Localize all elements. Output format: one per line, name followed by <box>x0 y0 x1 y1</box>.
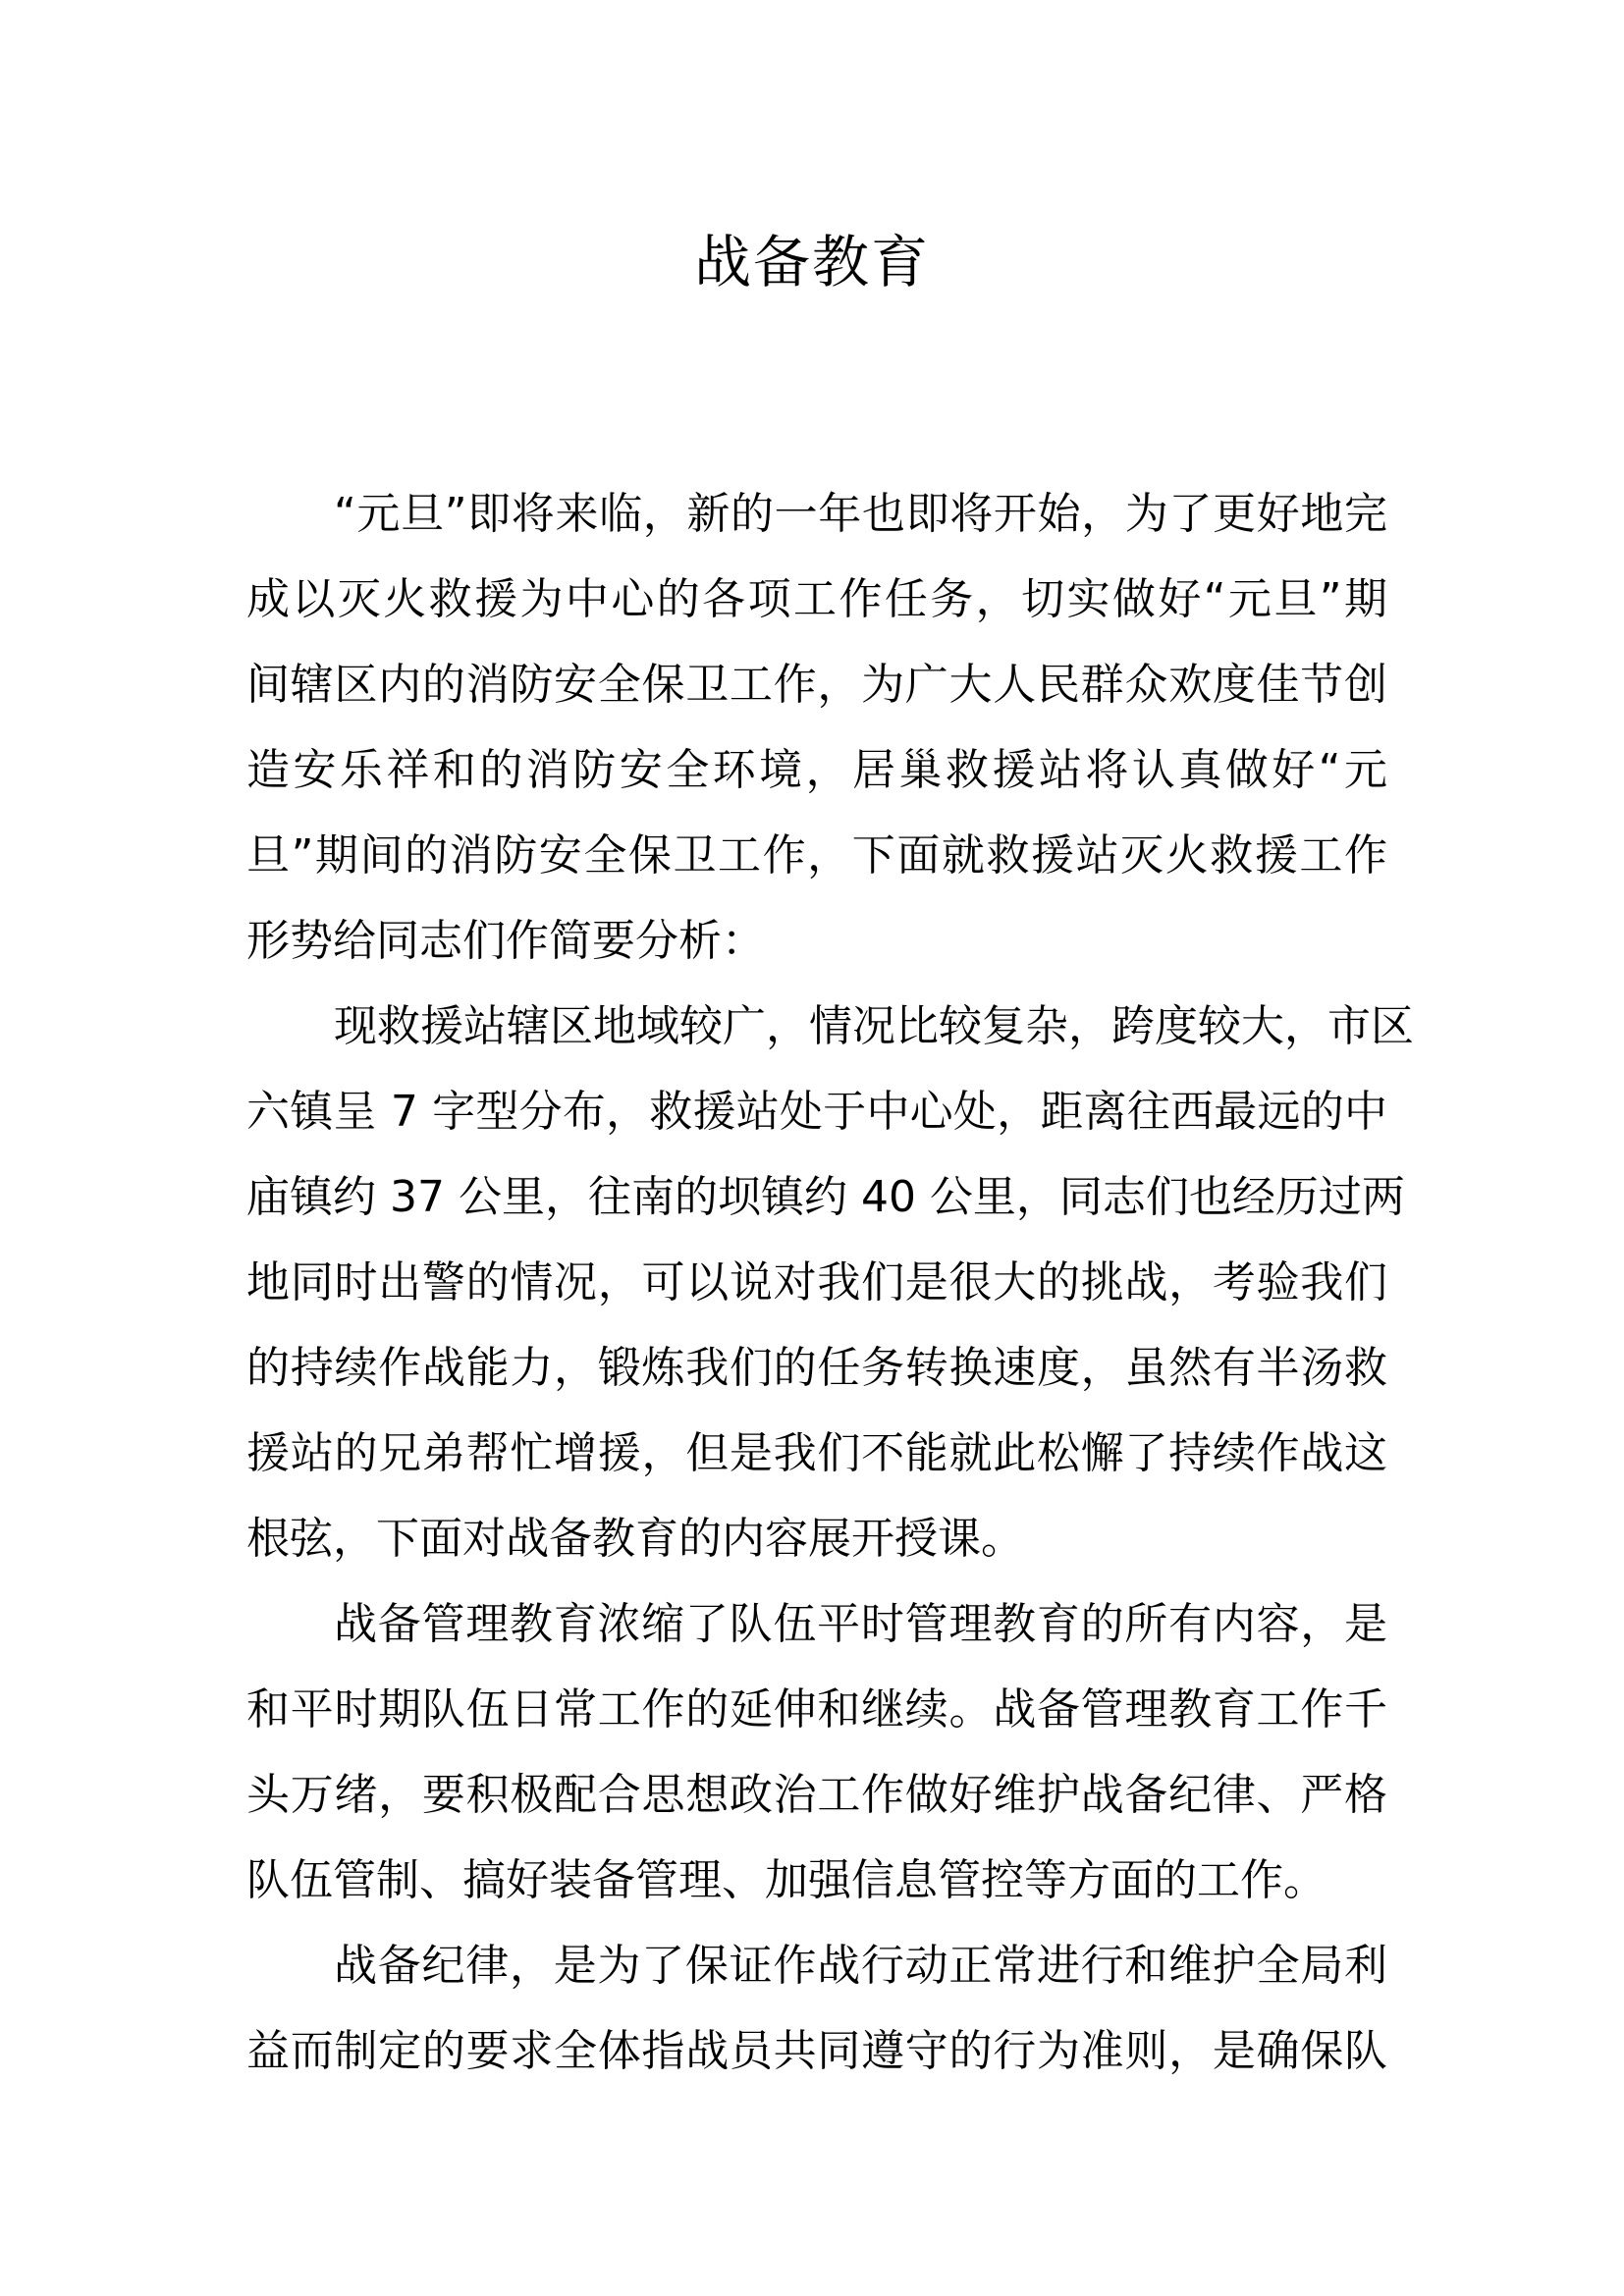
paragraph <box>246 1581 1387 1923</box>
document-title: 战备教育 <box>693 229 930 295</box>
paragraph-line: 庙镇约 37 公里，往南的坝镇约 40 公里，同志们也经历过两 <box>246 1172 1405 1222</box>
paragraph <box>246 984 1414 1581</box>
paragraph-line: 和平时期队伍日常工作的延伸和继续。战备管理教育工作千 <box>246 1684 1387 1735</box>
paragraph-line: 队伍管制、搞好装备管理、加强信息管控等方面的工作。 <box>246 1855 1326 1905</box>
paragraph-line: 旦”期间的消防安全保卫工作，下面就救援站灭火救援工作 <box>246 830 1387 881</box>
paragraph-line: 形势给同志们作简要分析： <box>246 916 765 966</box>
paragraph-line: 六镇呈 7 字型分布，救援站处于中心处，距离往西最远的中 <box>246 1087 1387 1137</box>
document-body <box>246 471 1414 2094</box>
paragraph-line: 根弦，下面对战备教育的内容展开授课。 <box>246 1514 1024 1564</box>
paragraph-line: 间辖区内的消防安全保卫工作，为广大人民群众欢度佳节创 <box>246 660 1387 710</box>
paragraph-line: 现救援站辖区地域较广，情况比较复杂，跨度较大，市区 <box>334 1001 1414 1051</box>
paragraph-line: 益而制定的要求全体指战员共同遵守的行为准则，是确保队 <box>246 2026 1387 2076</box>
paragraph-line: 头万绪，要积极配合思想政治工作做好维护战备纪律、严格 <box>246 1770 1387 1820</box>
paragraph-line: “元旦”即将来临，新的一年也即将开始，为了更好地完 <box>334 489 1387 539</box>
paragraph-line: 成以灭火救援为中心的各项工作任务，切实做好“元旦”期 <box>246 574 1387 624</box>
paragraph-line: 造安乐祥和的消防安全环境，居巢救援站将认真做好“元 <box>246 745 1387 795</box>
paragraph-line: 战备纪律，是为了保证作战行动正常进行和维护全局利 <box>334 1941 1387 1991</box>
paragraph-line: 的持续作战能力，锻炼我们的任务转换速度，虽然有半汤救 <box>246 1343 1387 1393</box>
paragraph-line: 地同时出警的情况，可以说对我们是很大的挑战，考验我们 <box>246 1257 1387 1308</box>
paragraph <box>246 1923 1387 2094</box>
paragraph-line: 援站的兄弟帮忙增援，但是我们不能就此松懈了持续作战这 <box>246 1428 1387 1478</box>
paragraph <box>246 471 1387 984</box>
paragraph-line: 战备管理教育浓缩了队伍平时管理教育的所有内容，是 <box>334 1599 1387 1649</box>
